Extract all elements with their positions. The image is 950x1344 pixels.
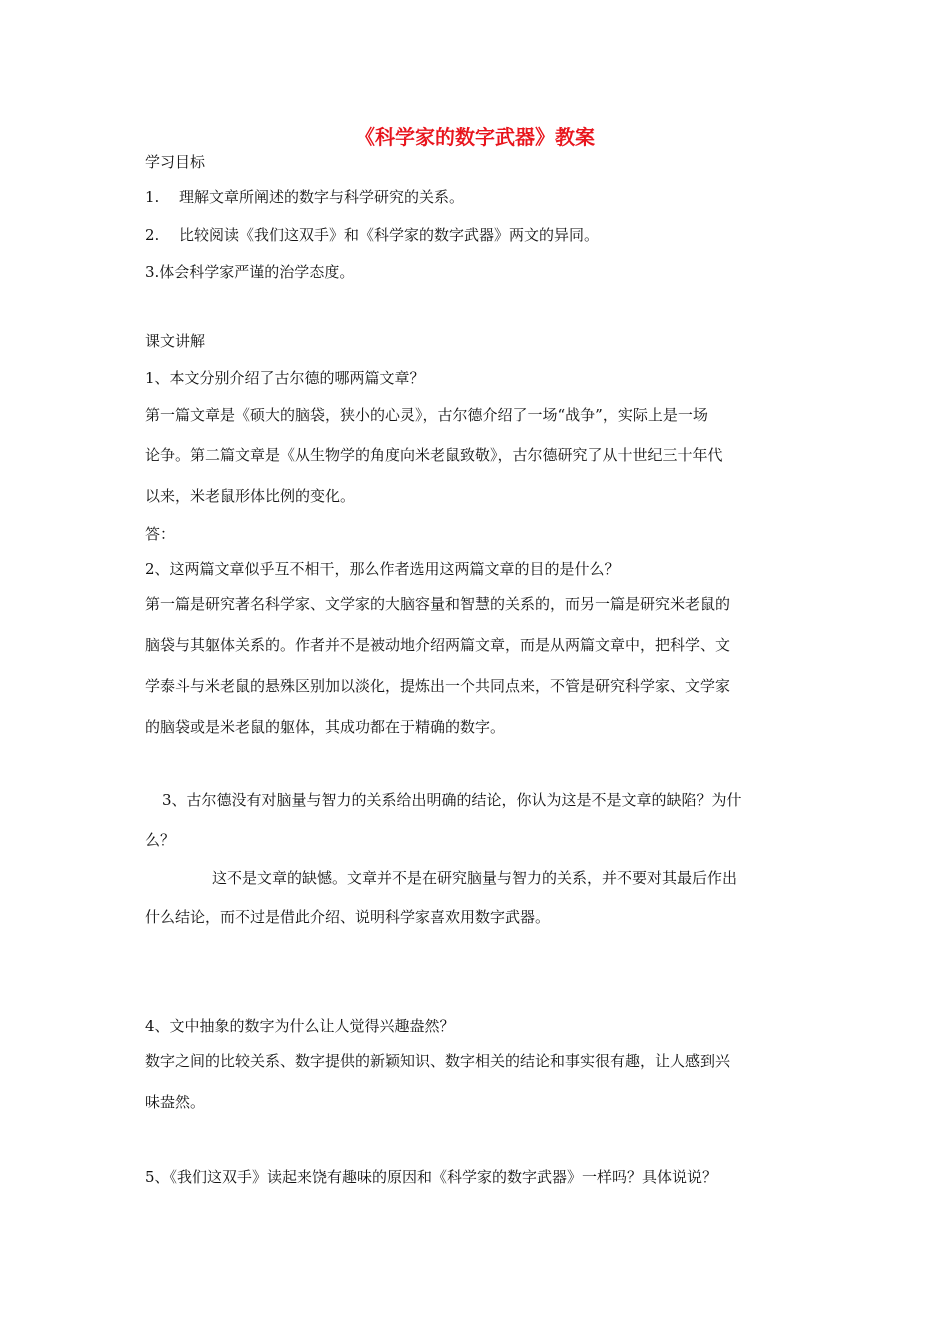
answer-3-line: 什么结论，而不过是借此介绍、说明科学家喜欢用数字武器。	[145, 908, 551, 926]
question-5: 5、《我们这双手》读起来饶有趣味的原因和《科学家的数字武器》一样吗？具体说说？	[145, 1168, 718, 1186]
goal-item-3: 3.体会科学家严谨的治学态度。	[145, 263, 355, 281]
answer-3-line: 这不是文章的缺憾。文章并不是在研究脑量与智力的关系，并不要对其最后作出	[212, 869, 738, 887]
answer-2-line: 脑袋与其躯体关系的。作者并不是被动地介绍两篇文章，而是从两篇文章中，把科学、文	[145, 636, 731, 654]
goals-heading: 学习目标	[145, 153, 206, 171]
answer-label: 答：	[145, 525, 176, 543]
answer-1-line: 以来，米老鼠形体比例的变化。	[145, 487, 356, 505]
answer-1-line: 论争。第二篇文章是《从生物学的角度向米老鼠致敬》，古尔德研究了从十世纪三十年代	[145, 446, 723, 464]
goal-number: 2.	[145, 226, 160, 244]
question-3-line: 么？	[145, 831, 176, 849]
goal-text: 比较阅读《我们这双手》和《科学家的数字武器》两文的异同。	[179, 226, 600, 244]
question-3-line: 3、古尔德没有对脑量与智力的关系给出明确的结论，你认为这是不是文章的缺陷？为什	[162, 791, 742, 809]
lesson-heading: 课文讲解	[145, 332, 206, 350]
answer-2-line: 的脑袋或是米老鼠的躯体，其成功都在于精确的数字。	[145, 718, 506, 736]
goal-number: 1.	[145, 188, 160, 206]
goal-item-1	[145, 187, 464, 207]
answer-1-line: 第一篇文章是《硕大的脑袋，狭小的心灵》，古尔德介绍了一场“战争”，实际上是一场	[145, 406, 708, 424]
answer-2-line: 第一篇是研究著名科学家、文学家的大脑容量和智慧的关系的，而另一篇是研究米老鼠的	[145, 595, 731, 613]
answer-4-line: 味盎然。	[145, 1093, 206, 1111]
goal-item-2	[145, 225, 599, 245]
question-4: 4、文中抽象的数字为什么让人觉得兴趣盎然？	[145, 1017, 455, 1035]
answer-4-line: 数字之间的比较关系、数字提供的新颖知识、数字相关的结论和事实很有趣，让人感到兴	[145, 1052, 731, 1070]
question-2: 2、这两篇文章似乎互不相干，那么作者选用这两篇文章的目的是什么？	[145, 560, 620, 578]
goal-text: 理解文章所阐述的数字与科学研究的关系。	[179, 188, 465, 206]
document-title: 《科学家的数字武器》教案	[355, 125, 595, 149]
question-1: 1、本文分别介绍了古尔德的哪两篇文章？	[145, 369, 425, 387]
answer-2-line: 学泰斗与米老鼠的悬殊区别加以淡化，提炼出一个共同点来，不管是研究科学家、文学家	[145, 677, 731, 695]
